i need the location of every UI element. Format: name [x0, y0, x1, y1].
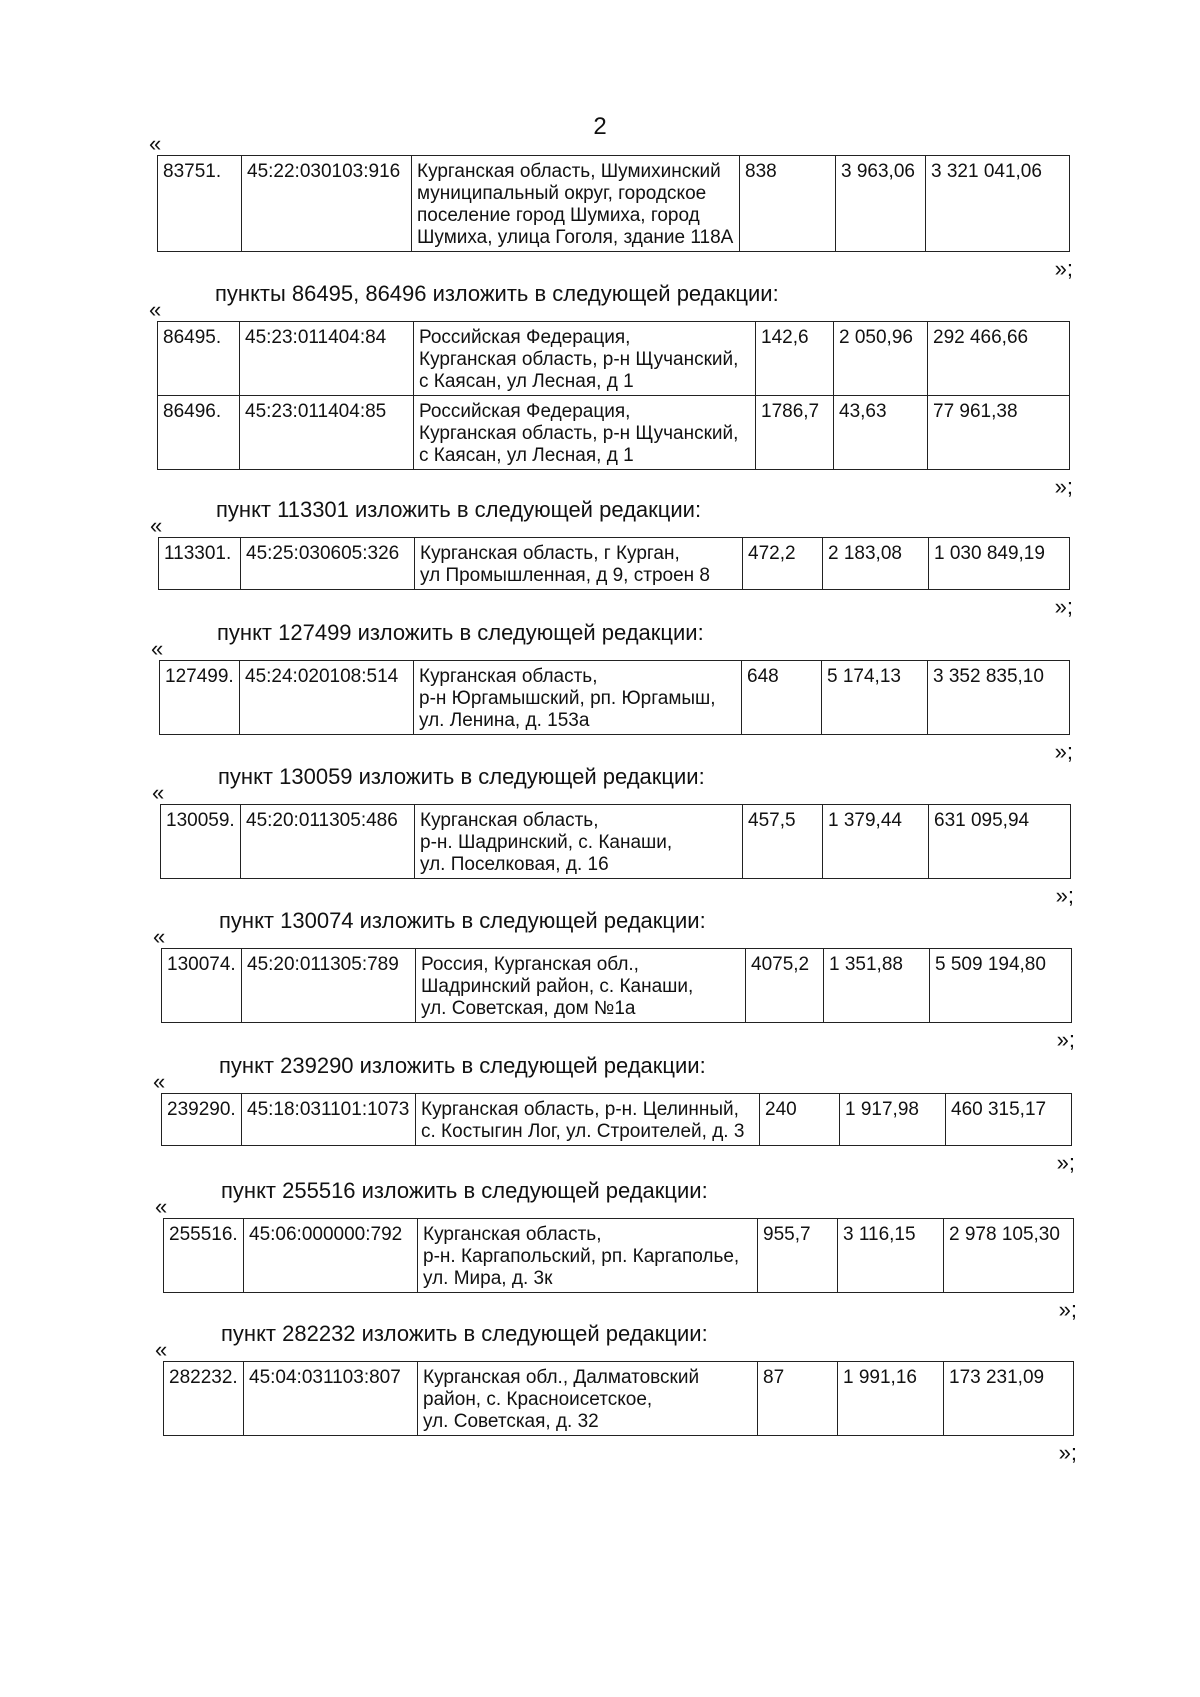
- amendment-section: [152, 764, 1074, 908]
- address-cell: [414, 322, 756, 396]
- cadastral-number-cell: 45:20:011305:486: [241, 805, 415, 879]
- address-line: Российская Федерация,: [419, 401, 631, 422]
- register-table: [160, 804, 1071, 879]
- cadastral-number-cell: 45:23:011404:84: [240, 322, 414, 396]
- closing-quote: »;: [1054, 256, 1073, 281]
- item-number-cell: 130074.: [162, 949, 242, 1023]
- closing-quote: »;: [1054, 594, 1073, 619]
- register-table: [158, 537, 1070, 590]
- table-row: [161, 805, 1071, 879]
- address-line: Курганская область, Шумихинский: [417, 161, 721, 182]
- amendment-section: [153, 908, 1075, 1052]
- item-number-cell: 255516.: [164, 1219, 244, 1293]
- address-line: Российская Федерация,: [419, 327, 631, 348]
- opening-quote: «: [150, 513, 163, 538]
- amendment-caption: пункт 113301 изложить в следующей редакции:: [216, 497, 702, 522]
- area-cell: 838: [740, 156, 836, 252]
- amendment-section: [155, 1321, 1077, 1465]
- table-row: [159, 538, 1070, 590]
- closing-quote: »;: [1058, 1297, 1077, 1322]
- address-line: ул. Советская, д. 32: [423, 1411, 599, 1432]
- address-cell: [416, 1094, 760, 1146]
- cadastral-number-cell: 45:25:030605:326: [241, 538, 415, 590]
- rate-cell: 3 963,06: [836, 156, 926, 252]
- register-table: [163, 1218, 1074, 1293]
- address-line: муниципальный округ, городское: [417, 183, 707, 204]
- area-cell: 955,7: [758, 1219, 838, 1293]
- item-number-cell: 127499.: [160, 661, 240, 735]
- amendment-caption: пункт 130059 изложить в следующей редакции:: [218, 764, 705, 789]
- value-cell: 3 352 835,10: [928, 661, 1070, 735]
- amendment-section: [150, 497, 1073, 619]
- table-row: [158, 396, 1070, 470]
- item-number-cell: 86496.: [158, 396, 240, 470]
- value-cell: 2 978 105,30: [944, 1219, 1074, 1293]
- table-row: [158, 156, 1070, 252]
- table-row: [160, 661, 1070, 735]
- address-line: Курганская область,: [423, 1224, 602, 1245]
- rate-cell: 1 917,98: [840, 1094, 946, 1146]
- value-cell: 5 509 194,80: [930, 949, 1072, 1023]
- rate-cell: 1 991,16: [838, 1362, 944, 1436]
- value-cell: 292 466,66: [928, 322, 1070, 396]
- address-line: с Каясан, ул Лесная, д 1: [419, 445, 634, 466]
- closing-quote: »;: [1058, 1440, 1077, 1465]
- register-table: [159, 660, 1070, 735]
- address-cell: [415, 805, 743, 879]
- amendment-caption: пункты 86495, 86496 изложить в следующей редакции:: [215, 281, 779, 306]
- address-line: с Каясан, ул Лесная, д 1: [419, 371, 634, 392]
- cadastral-number-cell: 45:20:011305:789: [242, 949, 416, 1023]
- area-cell: 4075,2: [746, 949, 824, 1023]
- rate-cell: 2 183,08: [823, 538, 929, 590]
- address-line: р-н. Каргапольский, рп. Каргаполье,: [423, 1246, 740, 1267]
- item-number-cell: 282232.: [164, 1362, 244, 1436]
- closing-quote: »;: [1055, 883, 1074, 908]
- address-cell: [418, 1219, 758, 1293]
- address-line: р-н. Шадринский, с. Канаши,: [420, 832, 673, 853]
- register-table: [161, 948, 1072, 1023]
- area-cell: 457,5: [743, 805, 823, 879]
- address-line: ул. Советская, дом №1а: [421, 998, 636, 1019]
- opening-quote: «: [152, 780, 165, 805]
- address-cell: [418, 1362, 758, 1436]
- area-cell: 87: [758, 1362, 838, 1436]
- register-table: [163, 1361, 1074, 1436]
- area-cell: 1786,7: [756, 396, 834, 470]
- closing-quote: »;: [1056, 1027, 1075, 1052]
- address-cell: [412, 156, 740, 252]
- amendment-caption: пункт 130074 изложить в следующей редакции:: [219, 908, 706, 933]
- amendment-section: [151, 620, 1073, 764]
- closing-quote: »;: [1056, 1150, 1075, 1175]
- address-line: Шумиха, улица Гоголя, здание 118А: [417, 227, 734, 248]
- address-line: ул. Ленина, д. 153а: [419, 710, 590, 731]
- amendment-section: [153, 1053, 1075, 1175]
- opening-quote: «: [149, 131, 162, 156]
- address-cell: [414, 396, 756, 470]
- address-line: Шадринский район, с. Канаши,: [421, 976, 694, 997]
- item-number-cell: 83751.: [158, 156, 242, 252]
- rate-cell: 5 174,13: [822, 661, 928, 735]
- address-line: район, с. Красноисетское,: [423, 1389, 653, 1410]
- address-line: Курганская область, р-н Щучанский,: [419, 349, 739, 370]
- amendment-caption: пункт 127499 изложить в следующей редакции:: [217, 620, 704, 645]
- register-table: [161, 1093, 1072, 1146]
- cadastral-number-cell: 45:06:000000:792: [244, 1219, 418, 1293]
- cadastral-number-cell: 45:18:031101:1073: [242, 1094, 416, 1146]
- table-row: [158, 322, 1070, 396]
- table-row: [162, 949, 1072, 1023]
- amendment-section: [149, 131, 1073, 281]
- address-line: Курганская область, р-н Щучанский,: [419, 423, 739, 444]
- closing-quote: »;: [1054, 474, 1073, 499]
- address-line: Курганская область, г Курган,: [420, 543, 680, 564]
- cadastral-number-cell: 45:23:011404:85: [240, 396, 414, 470]
- value-cell: 77 961,38: [928, 396, 1070, 470]
- opening-quote: «: [155, 1337, 168, 1362]
- rate-cell: 1 379,44: [823, 805, 929, 879]
- rate-cell: 2 050,96: [834, 322, 928, 396]
- cadastral-number-cell: 45:22:030103:916: [242, 156, 412, 252]
- address-line: ул. Поселковая, д. 16: [420, 854, 609, 875]
- amendment-caption: пункт 255516 изложить в следующей редакции:: [221, 1178, 708, 1203]
- closing-quote: »;: [1054, 739, 1073, 764]
- item-number-cell: 113301.: [159, 538, 241, 590]
- address-line: р-н Юргамышский, рп. Юргамыш,: [419, 688, 716, 709]
- item-number-cell: 86495.: [158, 322, 240, 396]
- amendment-caption: пункт 282232 изложить в следующей редакции:: [221, 1321, 708, 1346]
- value-cell: 1 030 849,19: [929, 538, 1070, 590]
- value-cell: 460 315,17: [946, 1094, 1072, 1146]
- address-line: поселение город Шумиха, город: [417, 205, 700, 226]
- address-line: Курганская область,: [419, 666, 598, 687]
- page-number: 2: [593, 113, 607, 140]
- address-line: Курганская область, р-н. Целинный,: [421, 1099, 739, 1120]
- address-cell: [415, 538, 743, 590]
- address-cell: [416, 949, 746, 1023]
- address-line: ул Промышленная, д 9, строен 8: [420, 565, 710, 586]
- table-row: [164, 1219, 1074, 1293]
- address-line: Курганская область,: [420, 810, 599, 831]
- register-table: [157, 155, 1070, 252]
- area-cell: 142,6: [756, 322, 834, 396]
- opening-quote: «: [151, 636, 164, 661]
- table-row: [162, 1094, 1072, 1146]
- rate-cell: 1 351,88: [824, 949, 930, 1023]
- address-line: Россия, Курганская обл.,: [421, 954, 639, 975]
- amendment-section: [155, 1178, 1077, 1322]
- address-line: с. Костыгин Лог, ул. Строителей, д. 3: [421, 1121, 745, 1142]
- address-line: ул. Мира, д. 3к: [423, 1268, 553, 1289]
- area-cell: 648: [742, 661, 822, 735]
- cadastral-number-cell: 45:04:031103:807: [244, 1362, 418, 1436]
- register-table: [157, 321, 1070, 470]
- value-cell: 3 321 041,06: [926, 156, 1070, 252]
- opening-quote: «: [149, 297, 162, 322]
- opening-quote: «: [153, 924, 166, 949]
- rate-cell: 3 116,15: [838, 1219, 944, 1293]
- value-cell: 631 095,94: [929, 805, 1071, 879]
- address-cell: [414, 661, 742, 735]
- cadastral-number-cell: 45:24:020108:514: [240, 661, 414, 735]
- amendment-caption: пункт 239290 изложить в следующей редакции:: [219, 1053, 706, 1078]
- opening-quote: «: [155, 1194, 168, 1219]
- amendment-section: [149, 281, 1073, 499]
- value-cell: 173 231,09: [944, 1362, 1074, 1436]
- area-cell: 472,2: [743, 538, 823, 590]
- address-line: Курганская обл., Далматовский: [423, 1367, 700, 1388]
- rate-cell: 43,63: [834, 396, 928, 470]
- opening-quote: «: [153, 1069, 166, 1094]
- area-cell: 240: [760, 1094, 840, 1146]
- table-row: [164, 1362, 1074, 1436]
- item-number-cell: 130059.: [161, 805, 241, 879]
- item-number-cell: 239290.: [162, 1094, 242, 1146]
